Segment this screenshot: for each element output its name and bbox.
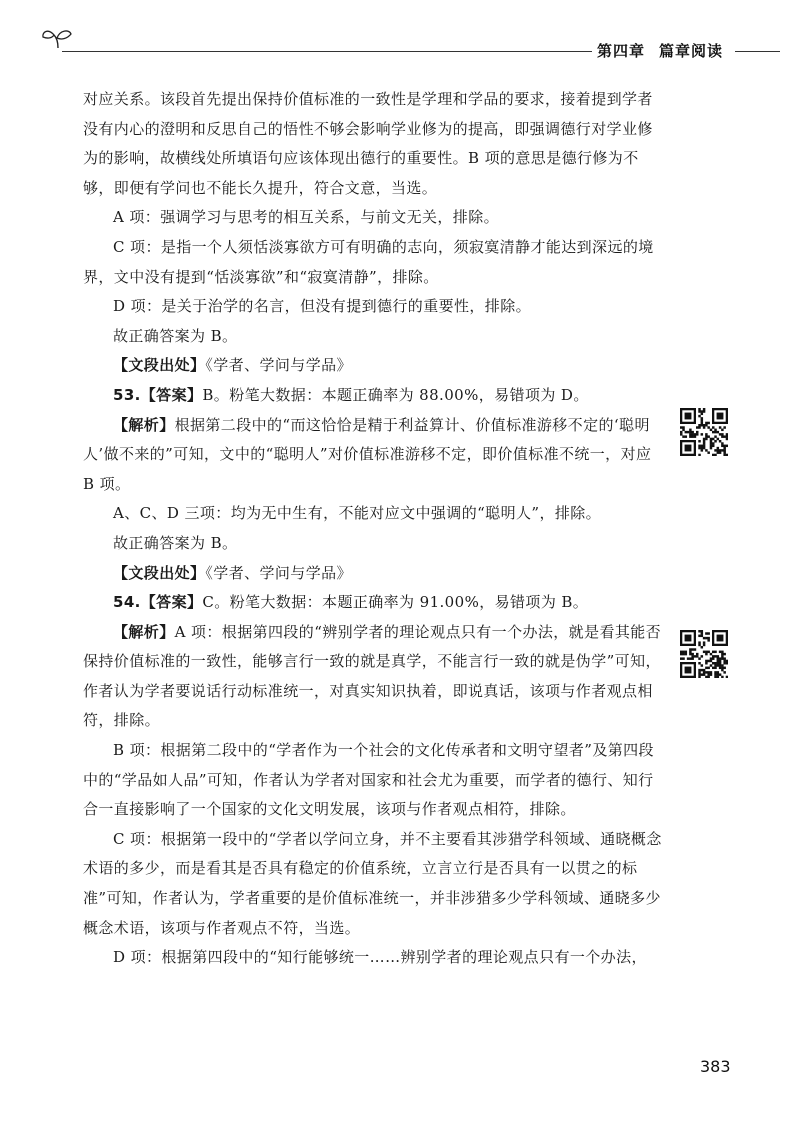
paragraph bbox=[83, 322, 663, 352]
paragraph-text: D 项：是关于治学的名言，但没有提到德行的重要性，排除。 bbox=[113, 297, 531, 316]
paragraph-text: A 项：根据第四段的“辨别学者的理论观点只有一个办法，就是看其能否保持价值标准的一致性，能够言行一致的就是真学，不能言行一致的就是伪学”可知，作者认为学者要说话行动标准统一，对真实知识执着，即说真话，该项与作者观点相符，排除。 bbox=[83, 622, 662, 730]
header-rule bbox=[62, 51, 592, 52]
paragraph bbox=[83, 351, 663, 381]
paragraph-text: 对应关系。该段首先提出保持价值标准的一致性是学理和学品的要求，接着提到学者没有内心的澄明和反思自己的悟性不够会影响学业修为的提高，即强调德行对学业修为的影响，故横线处所填语句应该体现出德行的重要性。B 项的意思是德行修为不够，即便有学问也不能长久提升，符合文意，当选。 bbox=[83, 90, 653, 197]
paragraph-text: 《学者、学问与学品》 bbox=[205, 356, 352, 375]
paragraph bbox=[83, 85, 663, 203]
paragraph-text: 故正确答案为 B。 bbox=[113, 326, 238, 345]
qr-code-icon-53[interactable] bbox=[680, 408, 728, 456]
paragraph bbox=[83, 499, 663, 529]
page-header bbox=[0, 0, 800, 70]
chapter-label: 第四章 bbox=[597, 42, 646, 60]
paragraph bbox=[83, 292, 663, 322]
qr-code-icon-54[interactable] bbox=[680, 630, 728, 678]
paragraph-text: A 项：强调学习与思考的相互关系，与前文无关，排除。 bbox=[113, 208, 500, 227]
paragraph-text: 根据第二段中的“而这恰恰是精于利益算计、价值标准游移不定的‘聪明人’做不来的”可知，文中的“聪明人”对价值标准游移不定，即价值标准不统一，对应 B 项。 bbox=[83, 415, 652, 493]
paragraph-text: A、C、D 三项：均为无中生有，不能对应文中强调的“聪明人”，排除。 bbox=[113, 504, 602, 523]
leaf-sprout-icon bbox=[40, 26, 74, 50]
paragraph-label: 54.【答案】 bbox=[113, 593, 203, 612]
paragraph bbox=[83, 559, 663, 589]
paragraph bbox=[83, 943, 663, 973]
paragraph bbox=[83, 411, 663, 500]
paragraph bbox=[83, 233, 663, 292]
paragraph bbox=[83, 203, 663, 233]
paragraph-text: C 项：根据第一段中的“学者以学问立身，并不主要看其涉猎学科领域、通晓概念术语的多少，而是看其是否具有稳定的价值系统，立言立行是否具有一以贯之的标准”可知，作者认为，学者重要的是价值标准统一，并非涉猎多少学科领域、通晓多少概念术语，该项与作者观点不符，当选。 bbox=[83, 829, 662, 937]
paragraph-text: B。粉笔大数据：本题正确率为 88.00%，易错项为 D。 bbox=[202, 385, 589, 404]
paragraph bbox=[83, 736, 663, 825]
paragraph-text: 故正确答案为 B。 bbox=[113, 533, 238, 552]
running-header bbox=[597, 40, 723, 61]
paragraph-label: 【解析】 bbox=[113, 622, 175, 641]
header-rule-end bbox=[735, 51, 780, 52]
paragraph-label: 【文段出处】 bbox=[113, 563, 206, 582]
section-label: 篇章阅读 bbox=[659, 42, 724, 60]
page-body bbox=[83, 85, 663, 973]
paragraph bbox=[83, 588, 663, 618]
paragraph-text: C 项：是指一个人须恬淡寡欲方可有明确的志向，须寂寞清静才能达到深远的境界，文中没有提到“恬淡寡欲”和“寂寞清静”，排除。 bbox=[83, 237, 654, 286]
paragraph bbox=[83, 618, 663, 736]
paragraph-label: 53.【答案】 bbox=[113, 385, 203, 404]
paragraph-text: B 项：根据第二段中的“学者作为一个社会的文化传承者和文明守望者”及第四段中的“学品如人品”可知，作者认为学者对国家和社会尤为重要，而学者的德行、知行合一直接影响了一个国家的文化文明发展，该项与作者观点相符，排除。 bbox=[83, 741, 654, 819]
paragraph bbox=[83, 381, 663, 411]
page-number: 383 bbox=[700, 1057, 731, 1076]
paragraph bbox=[83, 529, 663, 559]
paragraph-text: 《学者、学问与学品》 bbox=[205, 563, 352, 582]
paragraph-text: D 项：根据第四段中的“知行能够统一……辨别学者的理论观点只有一个办法， bbox=[113, 948, 647, 967]
paragraph-label: 【解析】 bbox=[113, 415, 175, 434]
paragraph-text: C。粉笔大数据：本题正确率为 91.00%，易错项为 B。 bbox=[202, 593, 589, 612]
paragraph-label: 【文段出处】 bbox=[113, 356, 206, 375]
paragraph bbox=[83, 825, 663, 943]
